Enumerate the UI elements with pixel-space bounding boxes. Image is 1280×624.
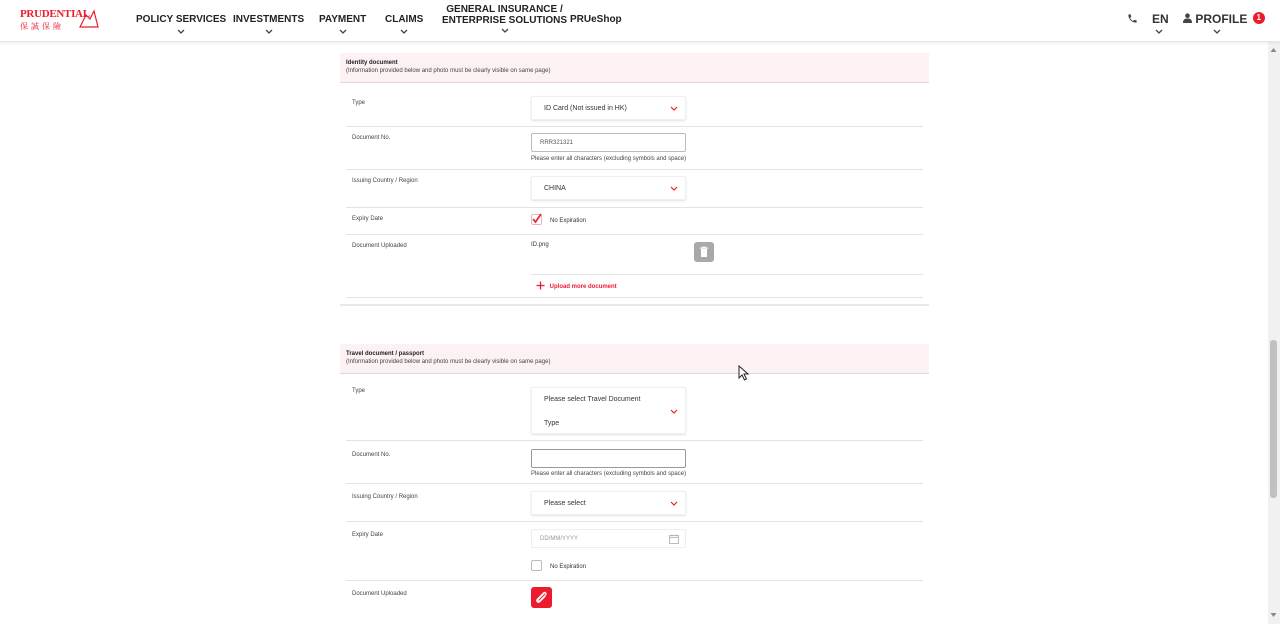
logo-rock-icon xyxy=(78,9,100,29)
identity-document-section xyxy=(340,53,929,305)
plus-icon xyxy=(536,281,545,290)
nav-label-line1: GENERAL INSURANCE / xyxy=(446,4,563,15)
scrollbar-thumb[interactable] xyxy=(1270,340,1277,498)
trash-icon xyxy=(694,242,714,262)
paperclip-icon xyxy=(531,587,552,608)
field-label: Issuing Country / Region xyxy=(352,178,418,184)
section-header xyxy=(340,344,929,374)
travel-document-no-input[interactable] xyxy=(531,449,686,468)
logo-chinese-text: 保誠保險 xyxy=(20,22,64,31)
field-label: Issuing Country / Region xyxy=(352,494,418,500)
chevron-down-icon xyxy=(339,29,347,35)
upload-more-label: Upload more document xyxy=(549,284,617,290)
form-row-issuing-country xyxy=(346,484,923,522)
chevron-down-icon xyxy=(670,186,678,191)
section-title: Identity document xyxy=(346,60,398,66)
section-bottom-border xyxy=(340,304,929,306)
attach-document-button[interactable] xyxy=(531,587,552,608)
divider xyxy=(531,274,923,275)
upload-more-document-link[interactable] xyxy=(536,281,617,290)
top-navigation-bar xyxy=(0,0,1280,42)
section-header xyxy=(340,53,929,83)
section-title: Travel document / passport xyxy=(346,351,425,357)
form-row-document-uploaded xyxy=(346,581,923,624)
no-expiration-checkbox[interactable] xyxy=(531,214,542,225)
chevron-down-icon xyxy=(1213,29,1221,35)
field-hint: Please enter all characters (excluding symbols and space) xyxy=(531,156,687,162)
travel-document-section xyxy=(340,344,929,624)
select-placeholder: Please select xyxy=(544,500,586,507)
language-label: EN xyxy=(1152,12,1169,26)
form-row-expiry-date xyxy=(346,208,923,235)
select-placeholder-line2: Type xyxy=(544,420,560,427)
field-label: Type xyxy=(352,388,366,394)
field-label: Document Uploaded xyxy=(352,243,407,249)
delete-file-button[interactable] xyxy=(694,242,714,262)
prudential-logo[interactable] xyxy=(20,9,100,33)
section-note: (Information provided below and photo must be clearly visible on same page) xyxy=(346,68,551,74)
nav-label: CLAIMS xyxy=(385,14,424,25)
chevron-down-icon xyxy=(501,28,509,34)
nav-prueshop[interactable] xyxy=(570,14,622,25)
select-placeholder-line1: Please select Travel Document xyxy=(544,396,641,403)
form-row-issuing-country xyxy=(346,170,923,208)
document-no-input[interactable]: RRR321321 xyxy=(531,133,686,152)
travel-issuing-country-select[interactable] xyxy=(531,491,686,515)
logo-brand-text: PRUDENTIAL xyxy=(20,8,90,20)
nav-label: INVESTMENTS xyxy=(233,14,305,25)
checkbox-label: No Expiration xyxy=(550,564,587,570)
form-row-document-no xyxy=(346,127,923,170)
page-scrollbar[interactable] xyxy=(1268,42,1280,624)
form-row-expiry-date xyxy=(346,522,923,581)
chevron-down-icon xyxy=(1155,29,1163,35)
chevron-down-icon xyxy=(177,29,185,35)
nav-label: PRUeShop xyxy=(570,14,622,25)
calendar-icon[interactable] xyxy=(669,534,679,544)
form-row-type xyxy=(346,84,923,127)
phone-icon[interactable] xyxy=(1127,13,1138,24)
mouse-cursor-icon xyxy=(738,365,750,381)
field-label: Document No. xyxy=(352,135,391,141)
select-value: ID Card (Not issued in HK) xyxy=(544,105,627,112)
field-label: Expiry Date xyxy=(352,216,384,222)
nav-label: PAYMENT xyxy=(319,14,367,25)
profile-menu[interactable] xyxy=(1183,12,1265,35)
uploaded-file-name: ID.png xyxy=(531,242,549,248)
travel-document-type-select[interactable] xyxy=(531,387,686,434)
nav-claims[interactable] xyxy=(385,14,423,35)
issuing-country-select[interactable] xyxy=(531,176,686,200)
checkbox-label: No Expiration xyxy=(550,218,587,224)
form-row-type xyxy=(346,374,923,441)
nav-policy-services[interactable] xyxy=(136,14,226,35)
chevron-down-icon xyxy=(670,409,678,414)
nav-label-line2: ENTERPRISE SOLUTIONS xyxy=(442,15,568,26)
field-label: Type xyxy=(352,100,366,106)
chevron-down-icon xyxy=(670,106,678,111)
no-expiration-checkbox[interactable] xyxy=(531,560,542,571)
id-type-select[interactable] xyxy=(531,96,686,120)
profile-label: PROFILE xyxy=(1195,12,1248,26)
scroll-up-arrow-icon[interactable] xyxy=(1270,47,1277,53)
section-note: (Information provided below and photo must be clearly visible on same page) xyxy=(346,359,551,365)
chevron-down-icon xyxy=(400,29,408,35)
chevron-down-icon xyxy=(670,501,678,506)
date-placeholder: DD/MM/YYYY xyxy=(540,536,579,542)
nav-payment[interactable] xyxy=(319,14,366,35)
scroll-down-arrow-icon[interactable] xyxy=(1270,612,1277,618)
nav-investments[interactable] xyxy=(233,14,304,35)
chevron-down-icon xyxy=(265,29,273,35)
field-label: Document No. xyxy=(352,452,391,458)
expiry-date-input[interactable] xyxy=(531,529,686,548)
user-icon xyxy=(1183,13,1192,23)
field-hint: Please enter all characters (excluding symbols and space) xyxy=(531,471,687,477)
nav-general-insurance[interactable] xyxy=(442,4,567,34)
nav-label: POLICY SERVICES xyxy=(136,14,227,25)
language-selector[interactable] xyxy=(1152,12,1169,35)
form-row-document-uploaded xyxy=(346,235,923,298)
checkmark-icon xyxy=(531,213,542,224)
field-label: Expiry Date xyxy=(352,532,384,538)
notification-badge: 1 xyxy=(1253,12,1265,24)
form-row-document-no xyxy=(346,441,923,484)
field-label: Document Uploaded xyxy=(352,591,407,597)
select-value: CHINA xyxy=(544,185,566,192)
